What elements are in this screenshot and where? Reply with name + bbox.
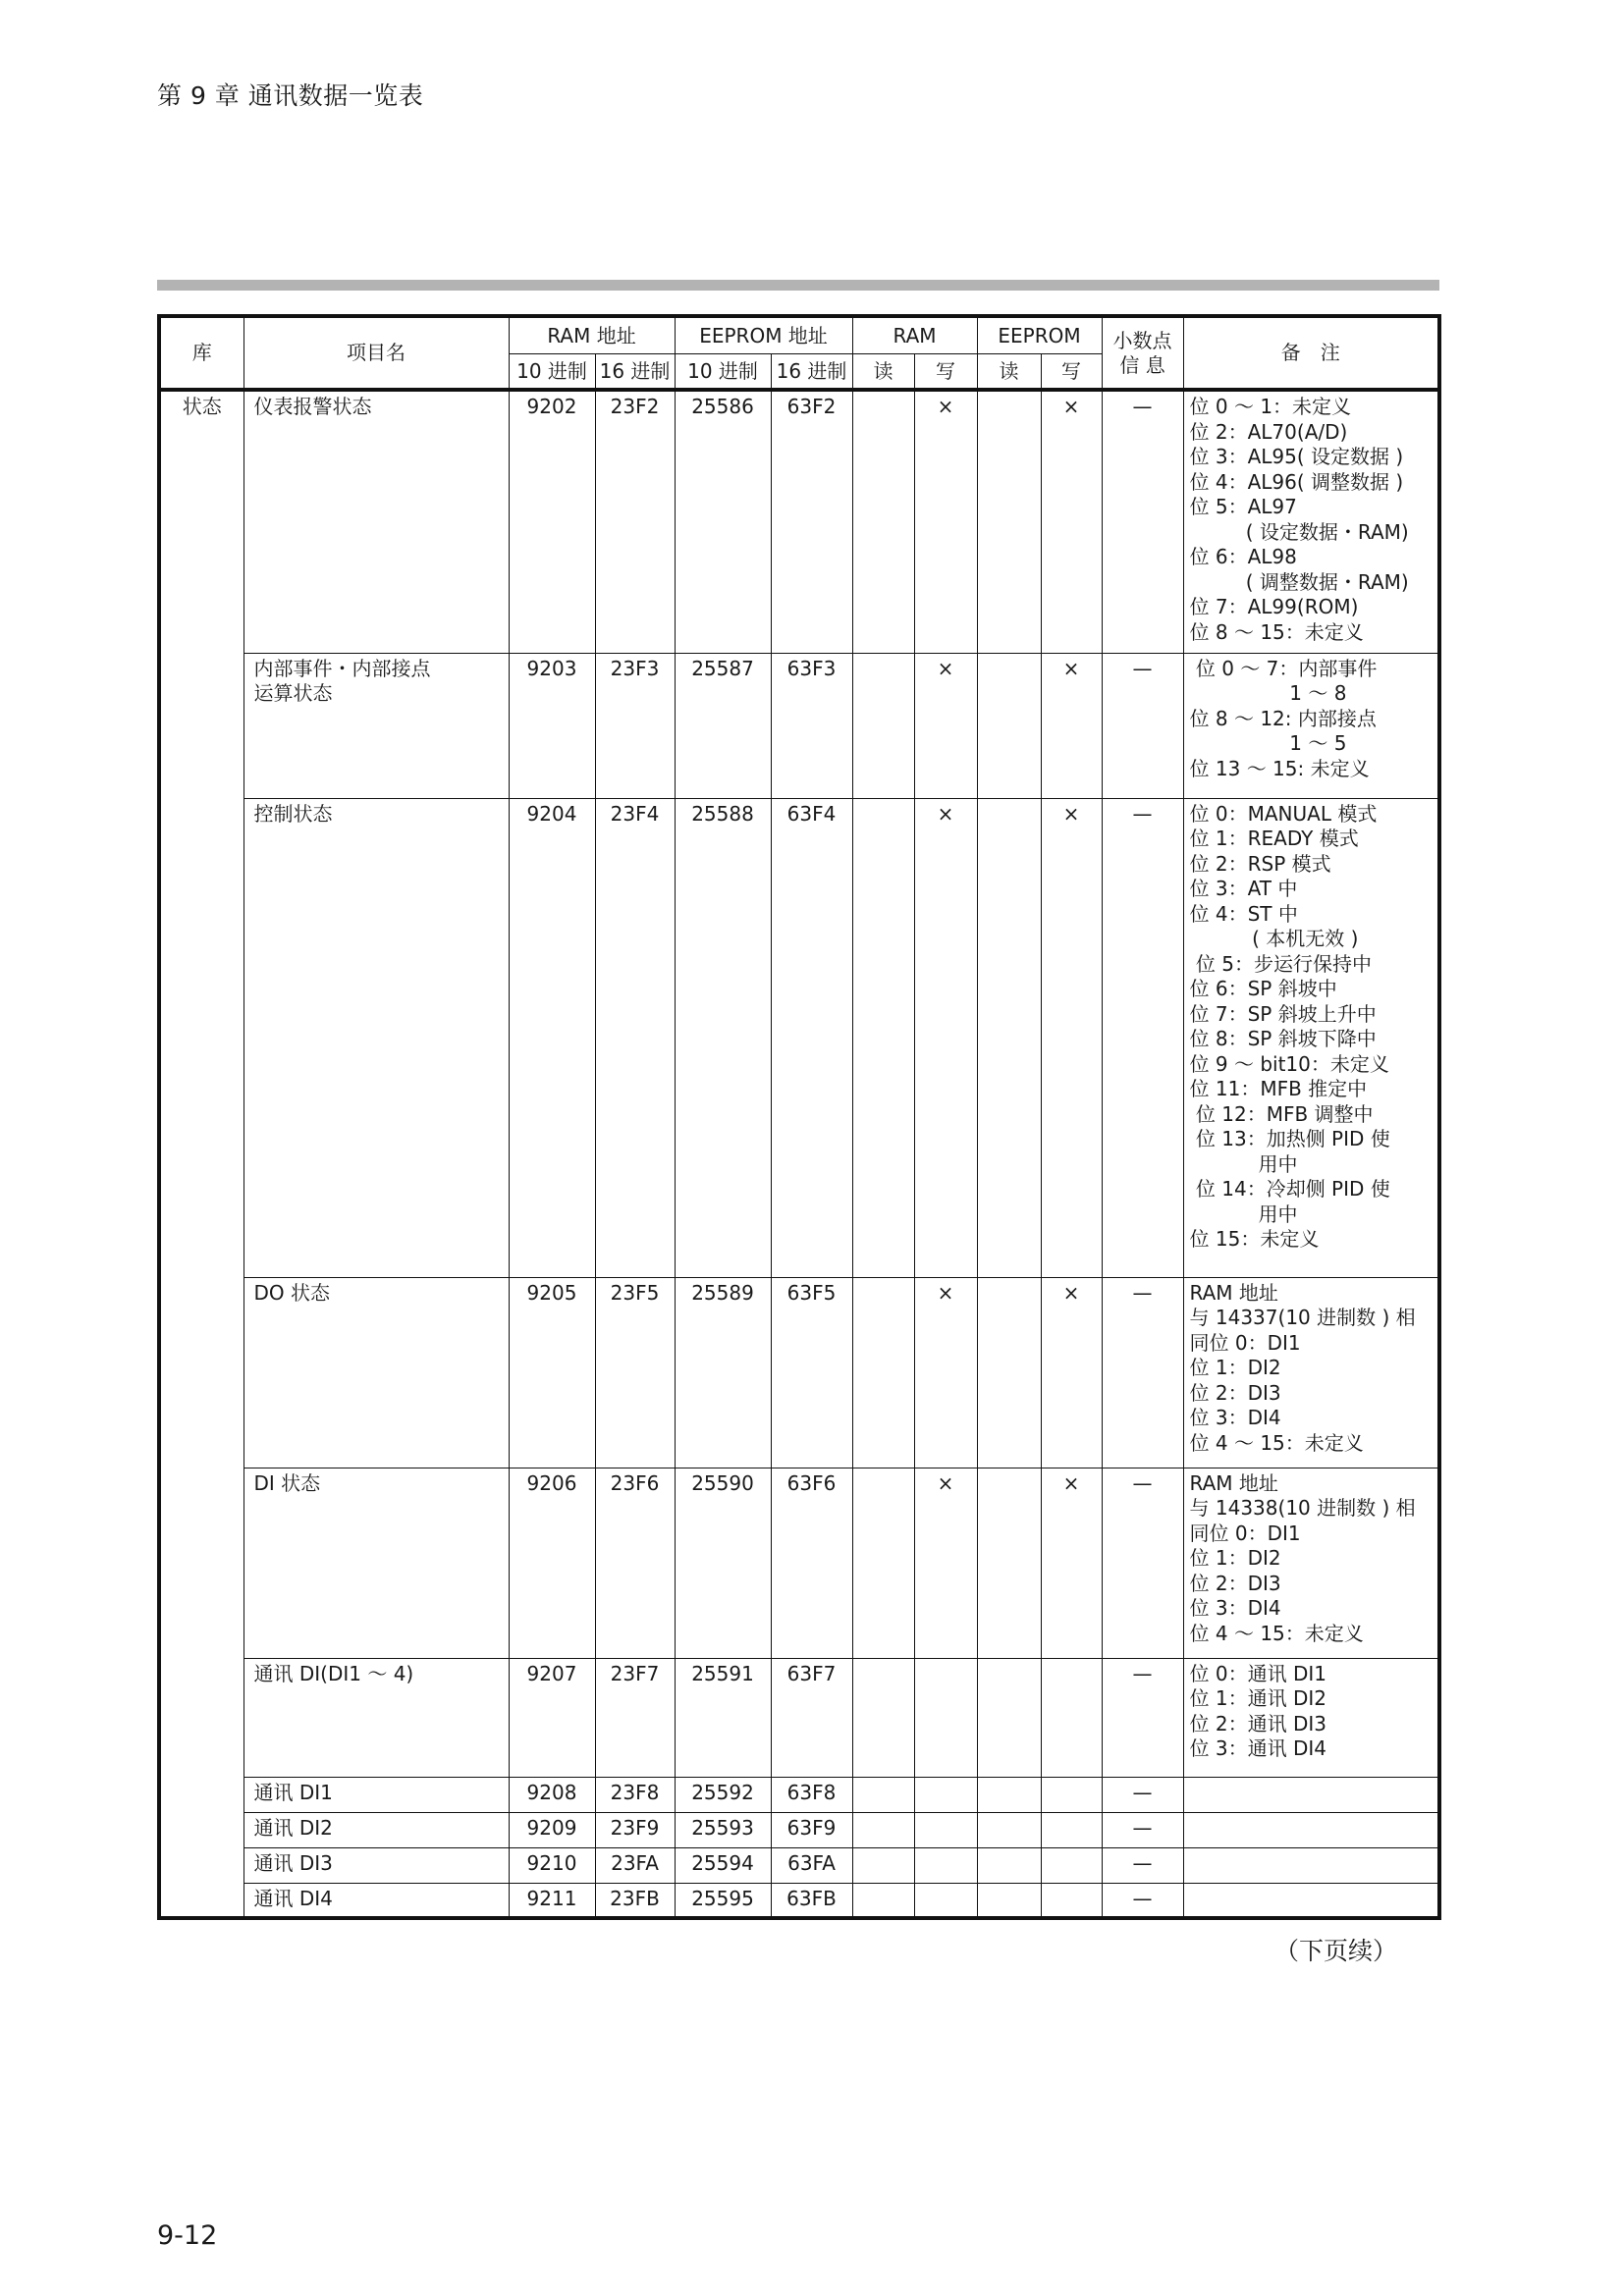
ram-hex-cell: 23F9 — [595, 1812, 675, 1847]
item-name-cell — [244, 1812, 509, 1847]
ee-read-cell — [977, 653, 1041, 798]
ram-write-cell — [914, 1777, 977, 1812]
remark-line: 同位 0：DI1 — [1189, 1521, 1301, 1545]
ee-dec-cell: 25586 — [675, 390, 771, 653]
item-name-line: 内部事件・内部接点 — [253, 656, 431, 680]
item-name-cell — [244, 798, 509, 1277]
remark-line: 位 8：SP 斜坡下降中 — [1189, 1027, 1377, 1050]
remarks-cell — [1183, 1883, 1439, 1918]
table-row — [159, 1812, 1439, 1847]
ram-read-cell — [852, 390, 914, 653]
ee-read-cell — [977, 1812, 1041, 1847]
decimal-info-cell: — — [1102, 1777, 1183, 1812]
ram-read-cell — [852, 1883, 914, 1918]
remark-line: 位 3：通讯 DI4 — [1189, 1736, 1326, 1760]
remark-line: 位 0：通讯 DI1 — [1189, 1661, 1326, 1685]
remark-line: ( 本机无效 ) — [1189, 927, 1359, 950]
ee-write-cell — [1041, 1883, 1102, 1918]
remarks-cell — [1183, 390, 1439, 653]
ram-read-cell — [852, 1812, 914, 1847]
remark-line: 位 3：DI4 — [1189, 1596, 1281, 1620]
ram-dec-cell: 9209 — [509, 1812, 595, 1847]
page-number: 9-12 — [157, 2220, 218, 2251]
item-name-cell — [244, 1658, 509, 1777]
decimal-info-cell: — — [1102, 1883, 1183, 1918]
ram-hex-cell: 23F6 — [595, 1468, 675, 1658]
decimal-info-cell: — — [1102, 1658, 1183, 1777]
remarks-cell — [1183, 1468, 1439, 1658]
remarks-cell — [1183, 653, 1439, 798]
ee-hex-cell: 63FA — [771, 1847, 852, 1883]
table-row — [159, 1468, 1439, 1658]
item-name-line: 运算状态 — [253, 680, 333, 705]
remark-line: 1 ～ 8 — [1189, 681, 1347, 705]
header-remarks: 备 注 — [1183, 316, 1439, 390]
remark-line: 位 4：AL96( 调整数据 ) — [1189, 469, 1404, 494]
decimal-info-cell: — — [1102, 1847, 1183, 1883]
item-name-cell — [244, 1277, 509, 1468]
remark-line: 位 3：DI4 — [1189, 1406, 1281, 1429]
ram-dec-cell: 9203 — [509, 653, 595, 798]
remark-line: 与 14338(10 进制数 ) 相 — [1189, 1496, 1416, 1520]
remarks-cell — [1183, 798, 1439, 1277]
ee-read-cell — [977, 1847, 1041, 1883]
ram-hex-cell: 23F8 — [595, 1777, 675, 1812]
ram-dec-cell: 9202 — [509, 390, 595, 653]
header-decimal-info-line2: 信 息 — [1119, 352, 1165, 377]
table-row — [159, 1277, 1439, 1468]
header-decimal-info-line1: 小数点 — [1112, 328, 1172, 352]
remark-line: 位 2：DI3 — [1189, 1571, 1281, 1595]
remark-line: 位 6：SP 斜坡中 — [1189, 977, 1337, 1000]
ee-hex-cell: 63F4 — [771, 798, 852, 1277]
table-row — [159, 653, 1439, 798]
ram-read-cell — [852, 1468, 914, 1658]
ram-hex-cell: 23F2 — [595, 390, 675, 653]
bank-cell: 状态 — [159, 390, 244, 1918]
decimal-info-cell: — — [1102, 390, 1183, 653]
remark-line: 位 5：AL97 — [1189, 495, 1297, 518]
ee-write-cell: × — [1041, 390, 1102, 653]
item-name-line: DI 状态 — [253, 1470, 321, 1495]
table-row — [159, 1777, 1439, 1812]
ee-dec-cell: 25593 — [675, 1812, 771, 1847]
table-row — [159, 1847, 1439, 1883]
remark-line: 位 1：DI2 — [1189, 1356, 1281, 1379]
ee-read-cell — [977, 1658, 1041, 1777]
remark-line: ( 调整数据・RAM) — [1189, 569, 1409, 594]
ram-hex-cell: 23FA — [595, 1847, 675, 1883]
ram-write-cell — [914, 1883, 977, 1918]
header-ram-address: RAM 地址 — [509, 316, 675, 354]
ee-read-cell — [977, 798, 1041, 1277]
item-name-cell — [244, 1468, 509, 1658]
remark-line: 1 ～ 5 — [1189, 731, 1347, 755]
ram-read-cell — [852, 1847, 914, 1883]
ee-write-cell — [1041, 1812, 1102, 1847]
remark-line: 位 11：MFB 推定中 — [1189, 1077, 1368, 1100]
header-ram: RAM — [852, 316, 977, 354]
ram-read-cell — [852, 1277, 914, 1468]
table-row — [159, 1658, 1439, 1777]
remark-line: 位 14：冷却侧 PID 使 — [1189, 1177, 1390, 1201]
ram-dec-cell: 9210 — [509, 1847, 595, 1883]
remark-line: RAM 地址 — [1189, 1280, 1278, 1305]
remark-line: 位 5：步运行保持中 — [1189, 951, 1372, 976]
ram-hex-cell: 23F3 — [595, 653, 675, 798]
item-name-cell — [244, 1777, 509, 1812]
ee-read-cell — [977, 1468, 1041, 1658]
remark-line: 位 13 ～ 15: 未定义 — [1189, 756, 1370, 780]
decimal-info-cell: — — [1102, 653, 1183, 798]
ram-hex-cell: 23F4 — [595, 798, 675, 1277]
table-row — [159, 390, 1439, 653]
ram-write-cell: × — [914, 1277, 977, 1468]
header-ee-read: 读 — [977, 354, 1041, 391]
item-name-line: 控制状态 — [253, 801, 333, 826]
remarks-cell — [1183, 1812, 1439, 1847]
item-name-line: 仪表报警状态 — [253, 395, 372, 418]
item-name-line: DO 状态 — [253, 1280, 330, 1305]
header-ee-hex: 16 进制 — [771, 354, 852, 391]
ram-dec-cell: 9206 — [509, 1468, 595, 1658]
remark-line: 同位 0：DI1 — [1189, 1330, 1301, 1355]
header-ram-write: 写 — [914, 354, 977, 391]
remark-line: ( 设定数据・RAM) — [1189, 519, 1409, 544]
ee-read-cell — [977, 1883, 1041, 1918]
ram-write-cell — [914, 1847, 977, 1883]
remarks-cell — [1183, 1777, 1439, 1812]
decimal-info-cell: — — [1102, 1812, 1183, 1847]
header-ram-hex: 16 进制 — [595, 354, 675, 391]
decimal-info-cell: — — [1102, 1468, 1183, 1658]
ram-hex-cell: 23F7 — [595, 1658, 675, 1777]
ee-dec-cell: 25594 — [675, 1847, 771, 1883]
ram-write-cell: × — [914, 653, 977, 798]
ee-read-cell — [977, 1777, 1041, 1812]
item-name-cell — [244, 653, 509, 798]
header-ram-dec: 10 进制 — [509, 354, 595, 391]
remark-line: 位 2：AL70(A/D) — [1189, 419, 1348, 444]
ee-dec-cell: 25587 — [675, 653, 771, 798]
ee-dec-cell: 25591 — [675, 1658, 771, 1777]
ram-dec-cell: 9208 — [509, 1777, 595, 1812]
ram-write-cell: × — [914, 798, 977, 1277]
remark-line: 位 12：MFB 调整中 — [1189, 1101, 1374, 1126]
continued-note: （下页续） — [1274, 1937, 1398, 1965]
remark-line: 位 8 ～ 15：未定义 — [1189, 619, 1364, 644]
header-item-name: 项目名 — [244, 316, 509, 390]
ee-dec-cell: 25589 — [675, 1277, 771, 1468]
remarks-cell — [1183, 1658, 1439, 1777]
ee-write-cell: × — [1041, 798, 1102, 1277]
item-name-cell — [244, 1883, 509, 1918]
remark-line: 位 15：未定义 — [1189, 1227, 1320, 1251]
decimal-info-cell: — — [1102, 1277, 1183, 1468]
item-name-line: 通讯 DI3 — [253, 1850, 333, 1875]
remark-line: 位 8 ～ 12: 内部接点 — [1189, 706, 1377, 730]
remark-line: 位 4 ～ 15：未定义 — [1189, 1430, 1364, 1455]
remark-line: 位 6：AL98 — [1189, 545, 1297, 568]
remark-line: 位 4 ～ 15：未定义 — [1189, 1621, 1364, 1645]
header-decimal-info — [1102, 316, 1183, 390]
ee-write-cell: × — [1041, 1468, 1102, 1658]
ram-dec-cell: 9205 — [509, 1277, 595, 1468]
ram-hex-cell: 23F5 — [595, 1277, 675, 1468]
ram-read-cell — [852, 1777, 914, 1812]
decimal-info-cell: — — [1102, 798, 1183, 1277]
item-name-line: 通讯 DI4 — [253, 1886, 333, 1910]
ee-write-cell — [1041, 1847, 1102, 1883]
ee-write-cell: × — [1041, 653, 1102, 798]
ee-dec-cell: 25590 — [675, 1468, 771, 1658]
ee-dec-cell: 25592 — [675, 1777, 771, 1812]
remark-line: RAM 地址 — [1189, 1470, 1278, 1495]
ram-dec-cell: 9207 — [509, 1658, 595, 1777]
ram-read-cell — [852, 653, 914, 798]
ee-hex-cell: 63F8 — [771, 1777, 852, 1812]
ee-dec-cell: 25595 — [675, 1883, 771, 1918]
item-name-cell — [244, 390, 509, 653]
ram-write-cell — [914, 1812, 977, 1847]
header-eeprom-address: EEPROM 地址 — [675, 316, 852, 354]
table-row — [159, 798, 1439, 1277]
remarks-cell — [1183, 1277, 1439, 1468]
remark-line: 位 3：AT 中 — [1189, 877, 1298, 900]
ee-hex-cell: 63F3 — [771, 653, 852, 798]
item-name-line: 通讯 DI1 — [253, 1780, 333, 1804]
remark-line: 位 2：通讯 DI3 — [1189, 1711, 1326, 1735]
remark-line: 位 1：DI2 — [1189, 1546, 1281, 1570]
ee-write-cell — [1041, 1777, 1102, 1812]
header-bank: 库 — [159, 316, 244, 390]
remark-line: 位 4：ST 中 — [1189, 901, 1298, 926]
header-rule — [157, 280, 1439, 291]
remark-line: 位 0 ～ 7：内部事件 — [1189, 656, 1378, 680]
ram-dec-cell: 9211 — [509, 1883, 595, 1918]
communication-data-table — [157, 314, 1441, 1920]
ee-hex-cell: 63F6 — [771, 1468, 852, 1658]
remark-line: 位 0：MANUAL 模式 — [1189, 801, 1378, 826]
item-name-cell — [244, 1847, 509, 1883]
remarks-cell — [1183, 1847, 1439, 1883]
ram-write-cell — [914, 1658, 977, 1777]
remark-line: 位 7：SP 斜坡上升中 — [1189, 1001, 1377, 1026]
header-ee-write: 写 — [1041, 354, 1102, 391]
remark-line: 位 2：DI3 — [1189, 1380, 1281, 1405]
item-name-line: 通讯 DI(DI1 ～ 4) — [253, 1661, 414, 1685]
ram-hex-cell: 23FB — [595, 1883, 675, 1918]
remark-line: 位 7：AL99(ROM) — [1189, 595, 1359, 618]
remark-line: 位 3：AL95( 设定数据 ) — [1189, 445, 1404, 468]
remark-line: 位 13：加热侧 PID 使 — [1189, 1127, 1390, 1150]
ee-write-cell: × — [1041, 1277, 1102, 1468]
remark-line: 位 1：READY 模式 — [1189, 827, 1359, 850]
ram-dec-cell: 9204 — [509, 798, 595, 1277]
remark-line: 用中 — [1189, 1201, 1298, 1226]
ee-hex-cell: 63F9 — [771, 1812, 852, 1847]
ee-read-cell — [977, 1277, 1041, 1468]
remark-line: 位 2：RSP 模式 — [1189, 851, 1331, 876]
remark-line: 位 1：通讯 DI2 — [1189, 1686, 1326, 1710]
item-name-line: 通讯 DI2 — [253, 1815, 333, 1840]
ee-hex-cell: 63FB — [771, 1883, 852, 1918]
remark-line: 位 0 ～ 1：未定义 — [1189, 395, 1352, 418]
ee-write-cell — [1041, 1658, 1102, 1777]
table-row — [159, 1883, 1439, 1918]
ee-hex-cell: 63F5 — [771, 1277, 852, 1468]
remark-line: 与 14337(10 进制数 ) 相 — [1189, 1306, 1416, 1329]
ee-read-cell — [977, 390, 1041, 653]
ee-hex-cell: 63F2 — [771, 390, 852, 653]
ee-hex-cell: 63F7 — [771, 1658, 852, 1777]
header-ram-read: 读 — [852, 354, 914, 391]
ram-read-cell — [852, 798, 914, 1277]
header-ee-dec: 10 进制 — [675, 354, 771, 391]
ee-dec-cell: 25588 — [675, 798, 771, 1277]
ram-read-cell — [852, 1658, 914, 1777]
chapter-title: 第 9 章 通讯数据一览表 — [157, 81, 424, 110]
ram-write-cell: × — [914, 1468, 977, 1658]
remark-line: 用中 — [1189, 1151, 1298, 1176]
ram-write-cell: × — [914, 390, 977, 653]
header-eeprom: EEPROM — [977, 316, 1102, 354]
remark-line: 位 9 ～ bit10：未定义 — [1189, 1051, 1389, 1076]
